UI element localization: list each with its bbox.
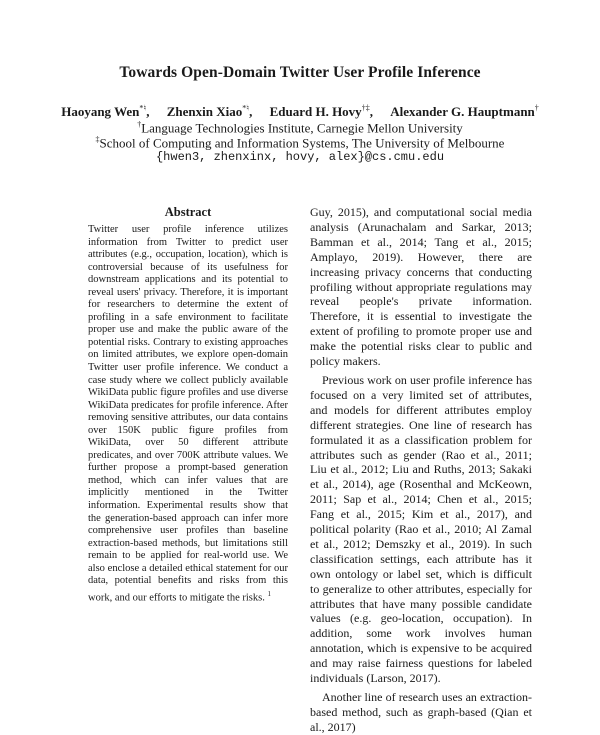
affiliation: [0, 120, 600, 136]
author-marks: †: [534, 104, 539, 113]
author-marks: †‡: [361, 104, 370, 113]
right-column: [310, 205, 532, 735]
author: Eduard H. Hovy†‡,: [269, 104, 373, 120]
affiliation: [0, 135, 600, 151]
author-name: Haoyang Wen: [61, 104, 140, 120]
footnote-mark: 1: [267, 589, 271, 598]
body-paragraph: Guy, 2015), and computational social media analysis (Arunachalam and Sarkar, 2013; Bamman et al., 2014; Tang et al., 2015; Amplayo, 2019). However, there are increasing privacy concerns that conducting profiling without appropriate regulations may reveal people's private information. Therefore, it is essential to investigate the extent of profiling to promote proper use and make the potential risks clear to public and policy makers.: [310, 205, 532, 369]
affiliation-mark: †: [137, 120, 142, 129]
author: Zhenxin Xiao*♮,: [166, 104, 253, 120]
abstract-text: Twitter user profile inference utilizes information from Twitter to predict user attributes (e.g., occupation, location), which is controversial because of its usefulness for downstream applications and its potential to reveal users' privacy. Therefore, it is important for researchers to determine the extent of profiling in a safe environment to facilitate proper use and make the public aware of the potential risks. Contrary to existing approaches on limited attributes, we explore open-domain Twitter user profile inference. We conduct a case study where we collect publicly available WikiData public figure profiles and use diverse WikiData predicates for profile inference. After removing sensitive attributes, our data contains over 150K public figure profiles from WikiData, over 50 different attribute predicates, and over 700K attribute values. We further propose a prompt-based generation method, which can infer values that are implicitly mentioned in the Twitter information. Experimental results show that the generation-based approach can infer more comprehensive user profiles than baseline extraction-based methods, but limitations still remain to be applied for real-world use. We also enclose a detailed ethical statement for our data, potential benefits and risks from this work, and our efforts to mitigate the risks.: [88, 224, 288, 604]
abstract-paragraph: [88, 224, 288, 605]
author-name: Alexander G. Hauptmann: [390, 104, 535, 120]
author-name: Eduard H. Hovy: [269, 104, 362, 120]
author-list: [0, 104, 600, 120]
abstract-body: [88, 224, 288, 605]
author: Haoyang Wen*♮,: [61, 104, 150, 120]
affiliation-text: Language Technologies Institute, Carnegie Mellon University: [141, 120, 463, 136]
body-paragraph: Another line of research uses an extraction-based method, such as graph-based (Qian et al., 2017): [310, 690, 532, 734]
author-emails: {hwen3, zhenxinx, hovy, alex}@cs.cmu.edu: [155, 150, 445, 164]
abstract-heading: Abstract: [164, 205, 212, 219]
author-name: Zhenxin Xiao: [166, 104, 243, 120]
author-marks: *♮: [242, 104, 250, 113]
paper-title: Towards Open-Domain Twitter User Profile Inference: [119, 64, 481, 81]
author-marks: *♮: [139, 104, 147, 113]
affiliation-text: School of Computing and Information Systems, The University of Melbourne: [99, 135, 505, 151]
author: [390, 104, 539, 119]
affiliation-mark: ‡: [95, 135, 100, 144]
body-paragraph: Previous work on user profile inference has focused on a very limited set of attributes, and models for different attributes employ different strategies. One line of research has formulated it as a classification problem for attributes such as gender (Rao et al., 2011; Liu et al., 2012; Liu and Ruths, 2013; Sakaki et al., 2014), age (Rosenthal and McKeown, 2011; Sap et al., 2014; Chen et al., 2015; Fang et al., 2015; Kim et al., 2017), and political polarity (Rao et al., 2010; Al Zamal et al., 2012; Demszky et al., 2019). In such classification settings, each attribute has it own ontology or label set, which is difficult to generalize to other attributes, especially for attributes that have many possible candidate values (e.g. geo-location, occupation). In addition, some work involves human annotation, which is expensive to be acquired and may raise fairness questions for labeled individuals (Larson, 2017).: [310, 372, 532, 686]
